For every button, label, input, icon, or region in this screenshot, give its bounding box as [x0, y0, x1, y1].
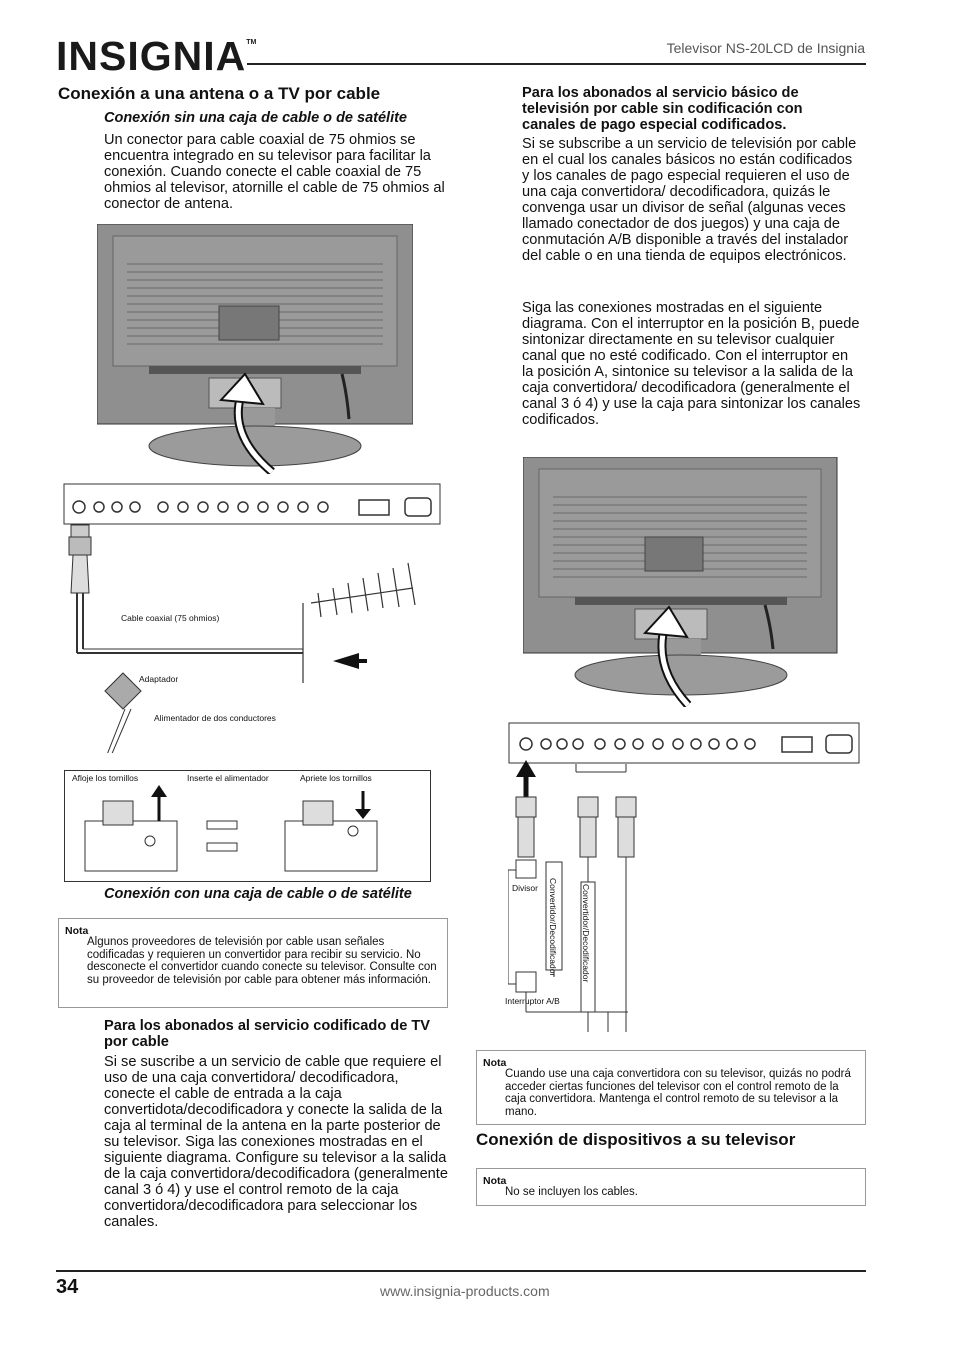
- note-box-right-2: [476, 1168, 866, 1206]
- subsection-basic-title: Para los abonados al servicio básico de televisión por cable sin codificación con canales de pago especial codificados.: [522, 85, 803, 133]
- paragraph-basic-2: Siga las conexiones mostradas en el siguiente diagrama. Con el interruptor en la posición B, puede sintonizar directamente en su televisor cualquier canal que no esté codificado. Con el interruptor en la posición A, sintonice su televisor a la salida de la caja convertidora/ decodificadora (generalmente el canal 3 ó 4) y use la caja para sintonizar los canales codificados.: [522, 300, 861, 428]
- note-title: Nota: [65, 925, 89, 937]
- splitter-connection-diagram: [508, 722, 860, 1040]
- section-title-antenna: Conexión a una antena o a TV por cable: [58, 84, 381, 103]
- note-body: Cuando use una caja convertidora con su televisor, quizás no podrá acceder ciertas funciones del televisor con el control remoto de la caja convertidora. Mantenga el control remoto de su televisor a la mano.: [505, 1068, 851, 1118]
- tv-rear-illustration-2: [523, 457, 839, 707]
- label-insert: Inserte el alimentador: [187, 773, 269, 783]
- page-number: 34: [56, 1276, 79, 1298]
- label-coax: Cable coaxial (75 ohmios): [121, 613, 220, 623]
- footer-url[interactable]: www.insignia-products.com: [380, 1283, 550, 1299]
- label-loosen: Afloje los tornillos: [72, 773, 139, 783]
- subsection-with-box: Conexión con una caja de cable o de satélite: [104, 886, 412, 902]
- header-rule: [247, 63, 866, 65]
- label-splitter: Divisor: [512, 883, 538, 893]
- header-title: Televisor NS-20LCD de Insignia: [666, 40, 865, 56]
- paragraph-coded: Si se suscribe a un servicio de cable que requiere el uso de una caja convertidora/ decodificadora, conecte el cable de entrada a la caja convertidota/decodificadora y conecte la salida de la caja al terminal de la antena en la parte posterior de su televisor. Siga las conexiones mostradas en el siguiente diagrama. Configure su televisor a la salida de la caja convertidora/decodificadora (generalmente canal 3 ó 4) y use el control remoto de la caja convertidora/decodificadora para seleccionar los canales.: [104, 1054, 448, 1230]
- label-feeder: Alimentador de dos conductores: [154, 713, 276, 723]
- paragraph-no-box: Un conector para cable coaxial de 75 ohmios se encuentra integrado en su televisor para facilitar la conexión. Cuando conecte el cable coaxial de 75 ohmios al televisor, atornille el cable de 75 ohmios al conector de antena.: [104, 132, 445, 212]
- section-title-devices: Conexión de dispositivos a su televisor: [476, 1130, 796, 1149]
- note-body: No se incluyen los cables.: [505, 1186, 638, 1198]
- paragraph-basic-1: Si se subscribe a un servicio de televisión por cable en el cual los canales básicos no están codificados y los canales de pago especial requieren el uso de una caja convertidora/ decodificadora, quizás le convenga usar un divisor de señal (algunas veces llamado conectador de dos juegos) y una caja de conmutación A/B disponible a través del instalador del cable o en una tienda de equipos electrónicos.: [522, 136, 857, 264]
- label-ab-switch: Interruptor A/B: [505, 996, 560, 1006]
- note-box-right-1: [476, 1050, 866, 1125]
- footer-rule: [56, 1270, 866, 1272]
- insignia-logo: INSIGNIA™: [56, 33, 257, 79]
- label-converter-2: Convertidor/Decodificador: [581, 884, 591, 983]
- label-adapter: Adaptador: [139, 674, 179, 684]
- subsection-coded-title: Para los abonados al servicio codificado de TV por cable: [104, 1018, 431, 1050]
- subsection-no-box: Conexión sin una caja de cable o de satélite: [104, 110, 407, 126]
- note-body: Algunos proveedores de televisión por cable usan señales codificadas y requieren un convertidor para recibir su servicio. No desconecte el convertidor cuando conecte su televisor. Consulte con su proveedor de televisión por cable para obtener más información.: [87, 936, 437, 986]
- screw-steps-box: [64, 770, 431, 882]
- label-converter-1: Convertidor/Decodificador: [548, 878, 558, 977]
- note-title: Nota: [483, 1057, 507, 1069]
- tv-rear-illustration: [97, 224, 413, 474]
- note-box-left: [58, 918, 448, 1008]
- note-title: Nota: [483, 1175, 507, 1187]
- label-tighten: Apriete los tornillos: [300, 773, 372, 783]
